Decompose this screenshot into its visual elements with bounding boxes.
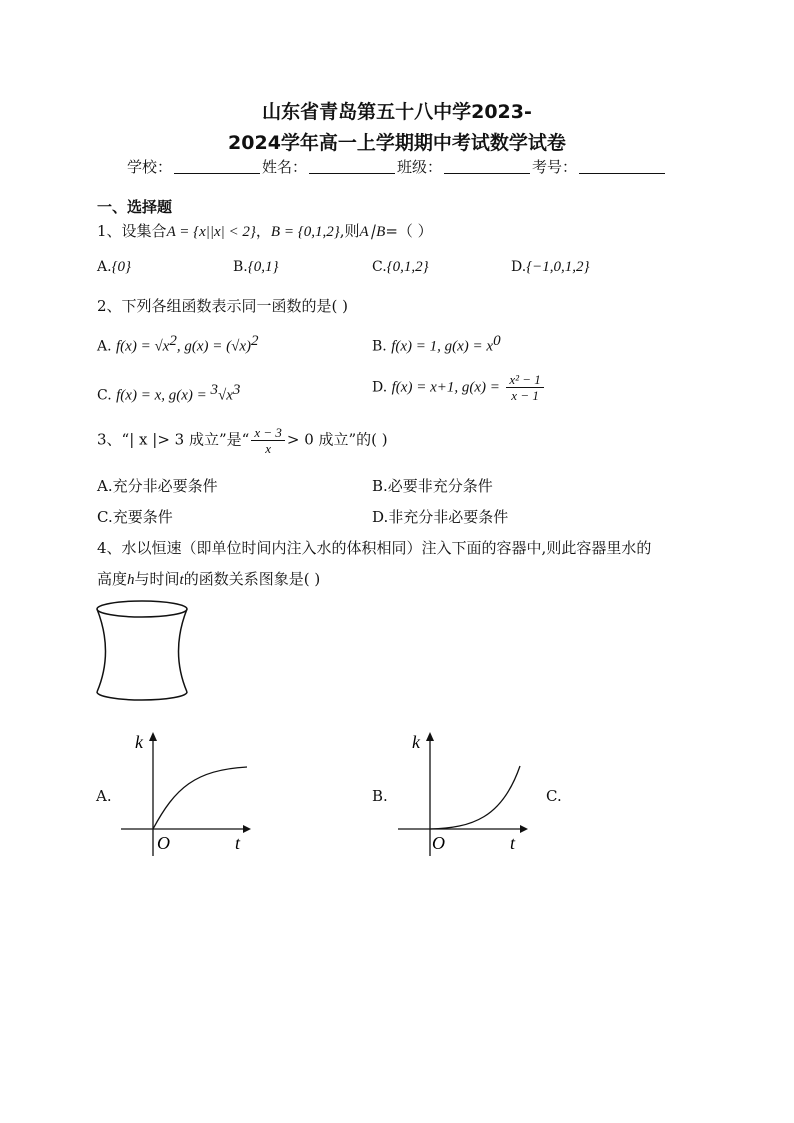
option-formula-g: , g(x) = (√x) bbox=[176, 338, 251, 355]
option-label: A. bbox=[97, 338, 112, 355]
option-value: 非充分非必要条件 bbox=[388, 508, 509, 526]
option-formula-f: f(x) = √x bbox=[116, 338, 170, 355]
q4-var-t: t bbox=[179, 572, 184, 588]
axis-y-label: k bbox=[135, 732, 143, 752]
exam-title-line1: 山东省青岛第五十八中学2023- bbox=[262, 101, 532, 123]
fraction-numerator: x² − 1 bbox=[506, 372, 543, 388]
q2-text: 下列各组函数表示同一函数的是( ) bbox=[121, 297, 349, 315]
q3-number: 3、 bbox=[97, 430, 122, 449]
q1-option-c[interactable] bbox=[372, 259, 429, 276]
q4-text-a: 高度 bbox=[97, 570, 128, 588]
option-label: C. bbox=[97, 387, 112, 404]
option-formula: f(x) = x, g(x) = bbox=[116, 387, 211, 404]
option-value: {0,1} bbox=[247, 259, 279, 275]
axis-x-label: t bbox=[510, 833, 516, 853]
q4-line1: 水以恒速（即单位时间内注入水的体积相同）注入下面的容器中,则此容器里水的 bbox=[121, 539, 652, 557]
school-blank[interactable] bbox=[174, 159, 260, 174]
option-label: D. bbox=[372, 379, 388, 396]
option-label: B. bbox=[233, 259, 248, 275]
option-label: C. bbox=[372, 259, 387, 275]
fraction-numerator: x − 3 bbox=[251, 425, 285, 441]
number-blank[interactable] bbox=[579, 159, 665, 174]
q3-option-d[interactable] bbox=[372, 506, 508, 527]
question-2 bbox=[97, 295, 348, 316]
q2-option-a[interactable]: A. $f(x) = √x^2$, $g(x) = (√x)^2$ bbox=[97, 333, 259, 355]
origin-label: O bbox=[432, 833, 445, 853]
root-index: 3 bbox=[210, 382, 218, 398]
option-value: 充要条件 bbox=[112, 508, 173, 526]
q3-part2: > 0 成立”的( ) bbox=[286, 430, 388, 449]
class-label: 班级： bbox=[397, 158, 443, 176]
q3-option-c[interactable] bbox=[97, 506, 173, 527]
q1-set-a: A = {x||x| < 2} bbox=[166, 224, 256, 240]
q4-var-h: h bbox=[127, 572, 135, 588]
number-label: 考号： bbox=[532, 158, 578, 176]
q3-option-a[interactable] bbox=[97, 475, 218, 496]
option-label: B. bbox=[372, 338, 387, 355]
container-figure bbox=[92, 597, 196, 707]
option-fraction bbox=[506, 372, 543, 403]
fraction-denominator: x bbox=[265, 441, 271, 456]
q1-set-b: B = {0,1,2} bbox=[270, 224, 340, 240]
fraction-denominator: x − 1 bbox=[511, 388, 539, 403]
q1-text-c: =（ ） bbox=[385, 222, 433, 240]
question-4-line1 bbox=[97, 537, 651, 558]
q1-text-a: 设集合 bbox=[121, 222, 167, 240]
option-value: {−1,0,1,2} bbox=[526, 259, 590, 275]
graph-a-label[interactable]: A. bbox=[96, 787, 112, 805]
q2-option-c[interactable]: C. f(x) = x, $g(x) = ^3√x^3$ bbox=[97, 382, 241, 404]
q4-text-c: 的函数关系图象是( ) bbox=[183, 570, 321, 588]
student-info-row bbox=[0, 156, 794, 177]
graph-b-label[interactable]: B. bbox=[372, 787, 388, 805]
option-value: 充分非必要条件 bbox=[112, 477, 218, 495]
axis-x-label: t bbox=[235, 833, 241, 853]
option-value: {0,1,2} bbox=[386, 259, 429, 275]
option-formula: f(x) = 1, g(x) = x bbox=[391, 338, 494, 355]
graph-b bbox=[392, 728, 532, 858]
question-3 bbox=[97, 425, 388, 456]
option-value: {0} bbox=[111, 259, 132, 275]
q4-number: 4、 bbox=[97, 539, 122, 557]
q1-option-d[interactable] bbox=[511, 259, 590, 276]
q2-number: 2、 bbox=[97, 297, 122, 315]
option-label: A. bbox=[97, 477, 113, 495]
name-label: 姓名： bbox=[261, 158, 307, 176]
q1-option-a[interactable] bbox=[97, 259, 131, 276]
q1-text-b: ,则 bbox=[339, 222, 360, 240]
option-label: A. bbox=[97, 259, 112, 275]
axis-y-label: k bbox=[412, 732, 420, 752]
q1-sep: ， bbox=[255, 222, 271, 240]
name-blank[interactable] bbox=[309, 159, 395, 174]
q3-fraction bbox=[251, 425, 285, 456]
option-label: D. bbox=[511, 259, 527, 275]
option-label: C. bbox=[97, 508, 113, 526]
q3-part1: “| x |> 3 成立”是“ bbox=[121, 430, 250, 449]
exam-title-line2: 2024学年高一上学期期中考试数学试卷 bbox=[228, 132, 566, 154]
q3-option-b[interactable] bbox=[372, 475, 493, 496]
graph-a bbox=[115, 728, 255, 858]
q2-option-d[interactable] bbox=[372, 372, 546, 403]
graph-c-label[interactable]: C. bbox=[546, 787, 562, 805]
option-label: B. bbox=[372, 477, 388, 495]
class-blank[interactable] bbox=[444, 159, 530, 174]
q2-option-b[interactable]: B. f(x) = 1, $g(x) = x^0$ bbox=[372, 333, 501, 355]
school-label: 学校： bbox=[126, 158, 172, 176]
origin-label: O bbox=[157, 833, 170, 853]
question-1 bbox=[97, 220, 433, 241]
option-formula: f(x) = x+1, g(x) = bbox=[391, 379, 500, 396]
q1-option-b[interactable] bbox=[233, 259, 279, 276]
question-4-line2 bbox=[97, 568, 320, 589]
section-title: 一、选择题 bbox=[97, 198, 173, 216]
option-value: 必要非充分条件 bbox=[387, 477, 493, 495]
q1-expr: A∣B bbox=[359, 224, 386, 240]
option-label: D. bbox=[372, 508, 389, 526]
q4-text-b: 与时间 bbox=[134, 570, 180, 588]
q1-number: 1、 bbox=[97, 222, 122, 240]
